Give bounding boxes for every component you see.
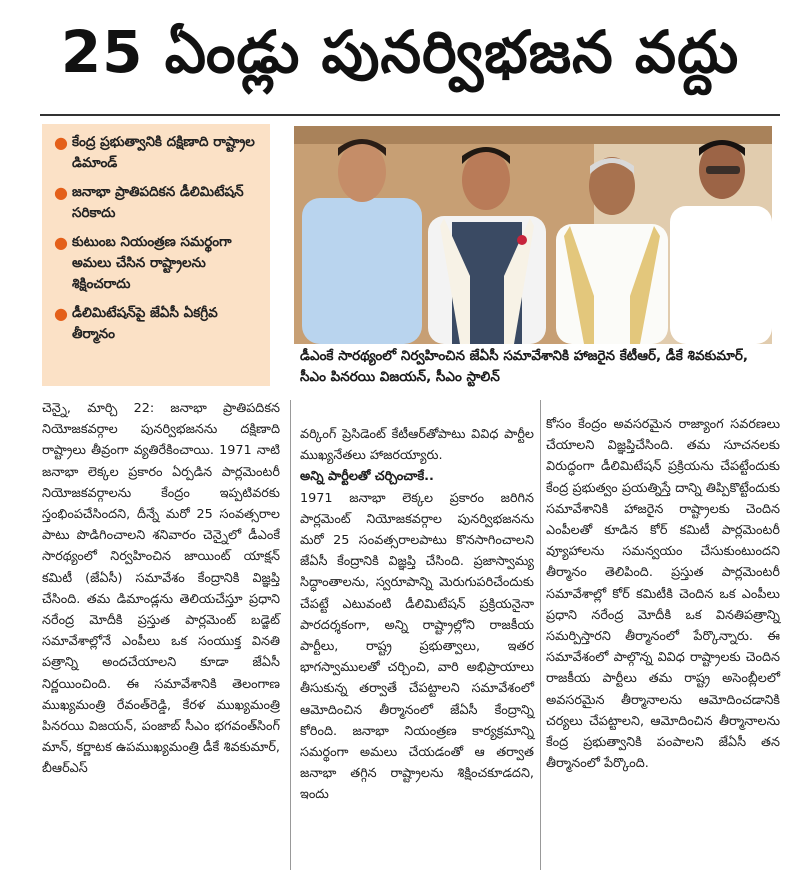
article-column-2 (300, 424, 534, 806)
article-column-3 (546, 414, 780, 774)
highlight-item (54, 232, 262, 295)
column-2-body: 1971 జనాభా లెక్కల ప్రకారం జరిగిన పార్లమెంట్ నియోజకవర్గాల పునర్విభజనను మరో 25 సంవత్సరాలపాటు కొనసాగించాలని జేఏసీ కేంద్రానికి విజ్ఞప్తి చేసింది. ప్రజాస్వామ్య సిద్ధాంతాలను, స్వరూపాన్ని మెరుగుపరిచేందుకు చేపట్టే ఎటువంటి డీలిమిటేషన్ ప్రక్రియనైనా పారదర్శకంగా, అన్ని రాష్ట్రాల్లోని రాజకీయ పార్టీలు, రాష్ట్ర ప్రభుత్వాలు, ఇతర భాగస్వాములతో చర్చించి, వారి అభిప్రాయాలు తీసుకున్న తర్వాతే చేపట్టాలని సమావేశంలో ఆమోదించిన తీర్మానంలో జేఏసీ కేంద్రాన్ని కోరింది. జనాభా నియంత్రణ కార్యక్రమాన్ని సమర్థంగా అమలు చేయడంతో ఆ తర్వాత జనాభా తగ్గిన రాష్ట్రాలను శిక్షించకూడదని, ఇందు (300, 490, 534, 803)
column-1-text: చెన్నై, మార్చి 22: జనాభా ప్రాతిపదికన నియోజకవర్గాల పునర్విభజనను దక్షిణాది రాష్ట్రాలు తీవ్రంగా వ్యతిరేకించాయి. 1971 నాటి జనాభా లెక్కల ప్రకారం ఏర్పడిన పార్లమెంటరీ నియోజకవర్గాలను కేంద్రం ఇప్పటివరకు స్తంభింపచేసిందని, దీన్నే మరో 25 సంవత్సరాల పాటు పొడిగించాలని శనివారం చెన్నైలో డీఎంకే సారథ్యంలో నిర్వహించిన జాయింట్ యాక్షన్ కమిటీ (జేఏసీ) సమావేశం కేంద్రానికి విజ్ఞప్తి చేసింది. తమ డిమాండ్లను తెలియచేస్తూ ప్రధాని నరేంద్ర మోదీకి ప్రస్తుత పార్లమెంట్ బడ్జెట్ సమావేశాల్లోనే ఎంపీలు ఒక సంయుక్త వినతి పత్రాన్ని అందచేయాలని కూడా జేఏసీ నిర్ణయించింది. ఈ సమావేశానికి తెలంగాణ ముఖ్యమంత్రి రేవంత్‌రెడ్డి, కేరళ ముఖ్యమంత్రి పినరయి విజయన్, పంజాబ్ సీఎం భగవంత్‌సింగ్ మాన్, కర్ణాటక ఉపముఖ్యమంత్రి డీకే శివకుమార్, బీఆర్‌ఎస్ (42, 401, 280, 777)
highlight-item (54, 132, 262, 174)
bullet-icon: ● (54, 233, 68, 252)
highlights-box (42, 124, 270, 386)
highlight-item (54, 182, 262, 224)
highlight-text: జనాభా ప్రాతిపదికన డీలిమిటేషన్ సరికాదు (72, 184, 244, 221)
highlight-text: కేంద్ర ప్రభుత్వానికి దక్షిణాది రాష్ట్రాల డిమాండ్ (72, 134, 255, 171)
highlight-item (54, 303, 262, 345)
column-3-text: కోసం కేంద్రం అవసరమైన రాజ్యాంగ సవరణలు చేయాలని విజ్ఞప్తిచేసింది. తమ సూచనలకు విరుద్ధంగా డీలిమిటేషన్ ప్రక్రియను చేపట్టేందుకు కేంద్ర ప్రభుత్వం ప్రయత్నిస్తే దాన్ని తిప్పికొట్టేందుకు సమావేశానికి హాజరైన రాష్ట్రాలకు చెందిన ఎంపీలతో కూడిన కోర్ కమిటీ పార్లమెంటరీ వ్యూహాలను సమన్వయం చేసుకుంటుందని తీర్మానం తెలిపింది. ప్రస్తుత పార్లమెంటరీ సమావేశాల్లో కోర్ కమిటీకి చెందిన ఒక ఎంపీలు ప్రధాని నరేంద్ర మోదీకి ఒక వినతిపత్రాన్ని సమర్పిస్తారని తీర్మానంలో పేర్కొన్నారు. ఈ సమావేశంలో పాల్గొన్న వివిధ రాష్ట్రాలకు చెందిన రాజకీయ పార్టీలు తమ రాష్ట్ర అసెంబ్లీలలో అవసరమైన తీర్మానాలను ఆమోదించడానికి చర్యలు చేపట్టాలని, ఆమోదించిన తీర్మానాలను కేంద్ర ప్రభుత్వానికి పంపాలని జేఏసీ తన తీర్మానంలో పేర్కొంది. (546, 417, 780, 772)
highlight-text: కుటుంబ నియంత్రణ సమర్థంగా అమలు చేసిన రాష్ట్రాలను శిక్షించరాదు (72, 234, 232, 292)
bullet-icon: ● (54, 183, 68, 202)
headline: 25 ఏండ్లు పునర్విభజన వద్దు (60, 17, 740, 86)
column-divider (290, 400, 291, 870)
headline-rule (40, 114, 780, 116)
column-2-subhead: అన్ని పార్టీలతో చర్చించాకే.. (300, 469, 434, 485)
bullet-icon: ● (54, 133, 68, 152)
photo-caption: డీఎంకే సారథ్యంలో నిర్వహించిన జేఏసీ సమావేశానికి హాజరైన కేటీఆర్, డీకే శివకుమార్, సీఎం పినరయి విజయన్, సీఎం స్టాలిన్ (300, 348, 749, 385)
highlight-text: డీలిమిటేషన్‌పై జేఏసీ ఏకగ్రీవ తీర్మానం (72, 305, 218, 342)
news-photo (294, 126, 772, 344)
bullet-icon: ● (54, 304, 68, 323)
photo-illustration (294, 126, 772, 344)
article-column-1 (42, 398, 280, 780)
column-2-intro: వర్కింగ్ ప్రెసిడెంట్ కేటీఆర్‌తోపాటు వివిధ పార్టీల ముఖ్యనేతలు హాజరయ్యారు. (300, 427, 534, 464)
column-divider (540, 400, 541, 870)
